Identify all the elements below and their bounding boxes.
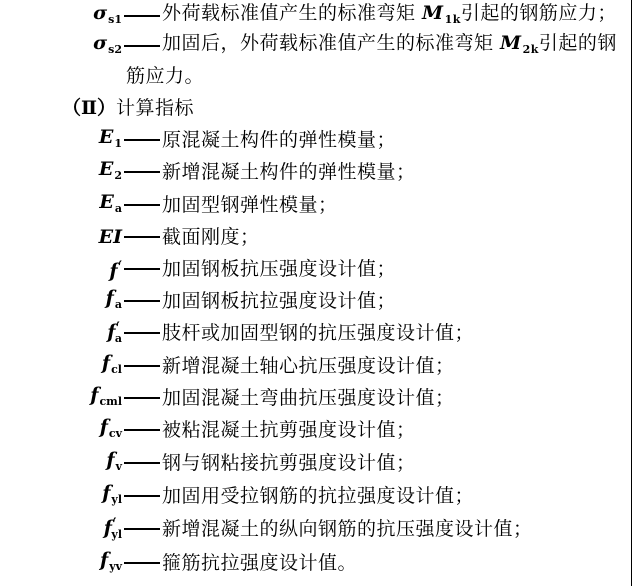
symbol: $f_v$ [106,448,122,473]
symbol: $f_{yl}$ [102,481,122,506]
definition-line [0,124,396,156]
definition-line [0,317,474,349]
definition-text: 新增混凝土构件的弹性模量； [162,161,416,183]
symbol: $E_2$ [98,157,122,182]
symbol: f′ [109,259,122,282]
definition-text: 被粘混凝土抗剪强度设计值； [162,419,416,441]
definition-text: 加固用受拉钢筋的抗拉强度设计值； [162,485,475,507]
definition-text: 加固后，外荷载标准值产生的标准弯矩 $M_{2k}$引起的钢 [162,31,617,56]
symbol: $f_{yv}$ [100,548,122,573]
right-border-rule [631,0,632,586]
symbol: $f'_a$ [107,319,122,345]
symbol: $\sigma_{s2}$ [93,31,122,56]
definition-line [0,350,455,382]
symbol: $E_1$ [98,125,122,150]
em-dash [124,429,160,431]
em-dash [124,397,160,399]
em-dash [124,204,160,206]
em-dash [124,562,160,564]
symbol: $f_{cml}$ [90,383,122,408]
em-dash [124,495,160,497]
em-dash [124,15,160,17]
em-dash [124,268,160,270]
em-dash [124,45,160,47]
definition-line [0,30,617,62]
symbol: $E_a$ [99,190,122,215]
definition-text: 箍筋抗拉强度设计值。 [162,552,358,574]
definition-text: 截面刚度； [162,226,260,248]
definition-text: 新增混凝土轴心抗压强度设计值； [162,355,455,377]
symbol: $f'_{yl}$ [103,515,122,541]
definition-text: 原混凝土构件的弹性模量； [162,129,397,151]
em-dash [124,462,160,464]
definition-continuation: 筋应力。 [126,65,205,87]
definition-line [0,189,338,221]
symbol: $f_{cv}$ [99,415,122,440]
definition-line [0,382,455,414]
definition-line [0,547,357,579]
em-dash [124,171,160,173]
definition-text: 新增混凝土的纵向钢筋的抗压强度设计值； [162,518,533,540]
symbol: $\sigma_{s1}$ [93,1,122,26]
em-dash [124,332,160,334]
definition-text: 加固型钢弹性模量； [162,194,338,216]
em-dash [124,528,160,530]
definition-line [0,253,396,285]
em-dash [124,365,160,367]
definition-line [0,221,260,253]
definition-line [0,447,416,479]
definition-text: 加固钢板抗拉强度设计值； [162,290,397,312]
symbol: EI [98,226,122,248]
symbol: $f_{cl}$ [101,351,122,376]
section-title: 计算指标 [116,97,195,119]
definition-text: 肢杆或加固型钢的抗压强度设计值； [162,322,475,344]
definition-text: 加固混凝土弯曲抗压强度设计值； [162,387,455,409]
definition-text: 加固钢板抗压强度设计值； [162,258,397,280]
definition-text: 钢与钢粘接抗剪强度设计值； [162,452,416,474]
em-dash [124,139,160,141]
section-heading [62,92,194,124]
definition-line [0,156,416,188]
definition-text: 外荷载标准值产生的标准弯矩 $M_{1k}$引起的钢筋应力； [162,1,617,26]
definition-line [0,513,533,545]
em-dash [124,300,160,302]
em-dash [124,236,160,238]
section-number: （Ⅱ） [62,97,117,119]
definition-line [0,414,416,446]
symbol: $f_a$ [105,286,122,311]
